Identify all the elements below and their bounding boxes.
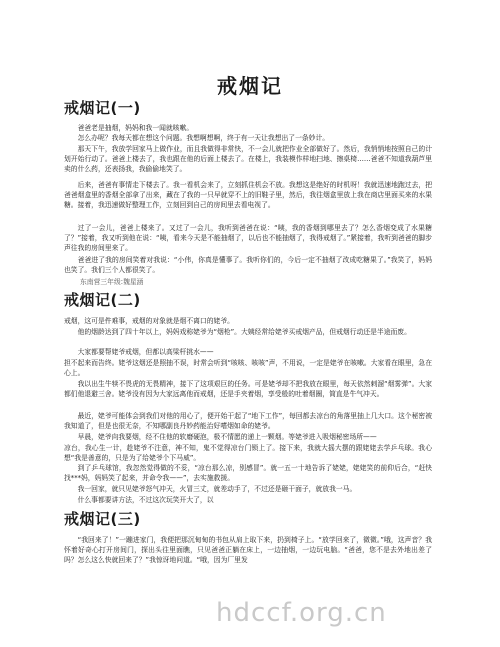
author-signature: 东南营三年级:魏星涵 xyxy=(80,278,144,286)
section-heading-1: 戒烟记(一) xyxy=(64,99,141,117)
paragraph: 爸爸进了我的房间笑着对我说：“小伟，你真是懂事了。我听你们的，今后一定不抽烟了改成吃糖果了。”我笑了，妈妈也笑了。我们三个人都很笑了。 xyxy=(64,256,432,275)
paragraph: 过了一会儿，爸爸上楼来了。又过了一会儿，我听到爸爸在说：“咦，我的香烟到哪里去了？怎么香烟变成了水果糖了？”接着，我又听到他在说：“咦，看来今天是不能抽烟了，以后也不能抽烟了，我得戒烟了。”紧接着，我听到爸爸的脚步声往我的房间里来了。 xyxy=(64,224,432,253)
paragraph: 担不起来而告终。姥爷这烟还是照抽不误，时常会听到“咳咳、咳咳”声，不用说，一定是姥爷在咳嗽。大家看在眼里，急在心上。 xyxy=(64,359,432,378)
paragraph: “我回来了！”一蹦进家门，我便把那沉甸甸的书包从肩上取下来，扔到椅子上。“放学回来了，微微。”哦，这声音？我怀着好奇心打开房间门，探出头往里面瞧，只见爸爸正躺在床上，一边抽烟，一边玩电脑。“爸爸，您不是去外地出差了吗？怎么这么快就回来了？”我惊讶地问道。“哦，因为厂里发 xyxy=(64,536,432,565)
paragraph: 凉台，我心生一计，趁姥爷不注意，神不知，鬼不觉得凉台门锁上了。接下来，我就大摇大摆的跟姥姥去学乒乓球。我心想“我是善意的，只是为了给姥爷个下马威”。 xyxy=(64,444,432,463)
paragraph: 他的烟龄达到了四十年以上，妈妈戏称姥爷为“烟枪”。大姨经常给姥爷买戒烟产品，但戒烟行动还是半途而废。 xyxy=(77,328,411,336)
paragraph: 到了乒乓球馆，我忽然觉得做的不妥，“凉台那么凉，别感冒”。就一五一十地告诉了姥姥，姥姥笑的前仰后合，“赶快找***妈，妈妈笑了起来，并命令我——”，去实施救援。 xyxy=(64,464,432,483)
paragraph: 什么事都要讲方法，不过这次玩笑开大了，以 xyxy=(77,496,214,504)
paragraph: 爸爸老是抽烟，妈妈和我一闻就咳嗽。 xyxy=(77,124,194,132)
paragraph: 早晨，姥爷向我要烟，经不住他的软磨硬泡，极不情愿的递上一颗烟。等姥爷进入吸烟秘密场所—— xyxy=(77,433,377,441)
site-watermark: hdccf.org.cn xyxy=(216,598,387,628)
paragraph: 怎么办呢？我每天都在想这个问题。我想啊想啊，终于有一天让我想出了一条妙计。 xyxy=(77,134,330,142)
paragraph: 最近，姥爷可能体会到我们对他的用心了，便开始干起了“地下工作”，每回都去凉台的角落里抽上几大口。这个秘密被我知道了，但是也很无奈，不知哪副良丹妙药能治好嗜烟如命的姥爷。 xyxy=(64,412,432,431)
section-heading-3: 戒烟记(三) xyxy=(64,510,141,528)
paragraph: 那天下午，我放学回家马上做作业，而且我做得非常快，不一会儿就把作业全部做好了。然后，我悄悄地按照自己的计划开始行动了。爸爸上楼去了，我也跟在他的后面上楼去了。在楼上，我装模作样地扫地、擦桌椅……爸爸不知道我葫芦里卖的什么药，还表扬我，我偷偷地笑了。 xyxy=(64,145,432,174)
paragraph: 戒烟，这可是件难事，戒烟的对象就是烟不离口的姥爷。 xyxy=(64,317,234,325)
paragraph: 我一回家，就只见姥爷怒气冲天，火冒三丈，就差动手了，不过还是砸干面子，就放我一马。 xyxy=(77,485,357,493)
paragraph: 后来，爸爸有事情走下楼去了。我一看机会来了，立刻抓住机会不放。我想这是绝好的时机呀！我就迅速地跑过去，把爸爸烟盒里的香烟全部拿了出来，藏在了我的一只早就穿不上的旧鞋子里，然后，我往烟盒里放上我在商店里面买来的水果糖。接着，我迅速做好整理工作，立刻回到自己的房间里去看电视了。 xyxy=(64,181,432,210)
document-title: 戒烟记 xyxy=(217,74,283,98)
section-heading-2: 戒烟记(二) xyxy=(64,291,141,309)
paragraph: 大家都要帮姥爷戒烟，但都以高梁杆挑水—— xyxy=(77,348,214,356)
paragraph: 我以出生牛犊不畏虎的无畏精神，接下了这项艰巨的任务。可是姥爷却不把我放在眼里，每天依然刺溜“烟雾弹”。大家都们他退避三舍。姥爷没有因为大家远离他而戒烟，还是手夹着烟，享受般的吐着烟圈，简直是牛气冲天。 xyxy=(64,380,432,399)
